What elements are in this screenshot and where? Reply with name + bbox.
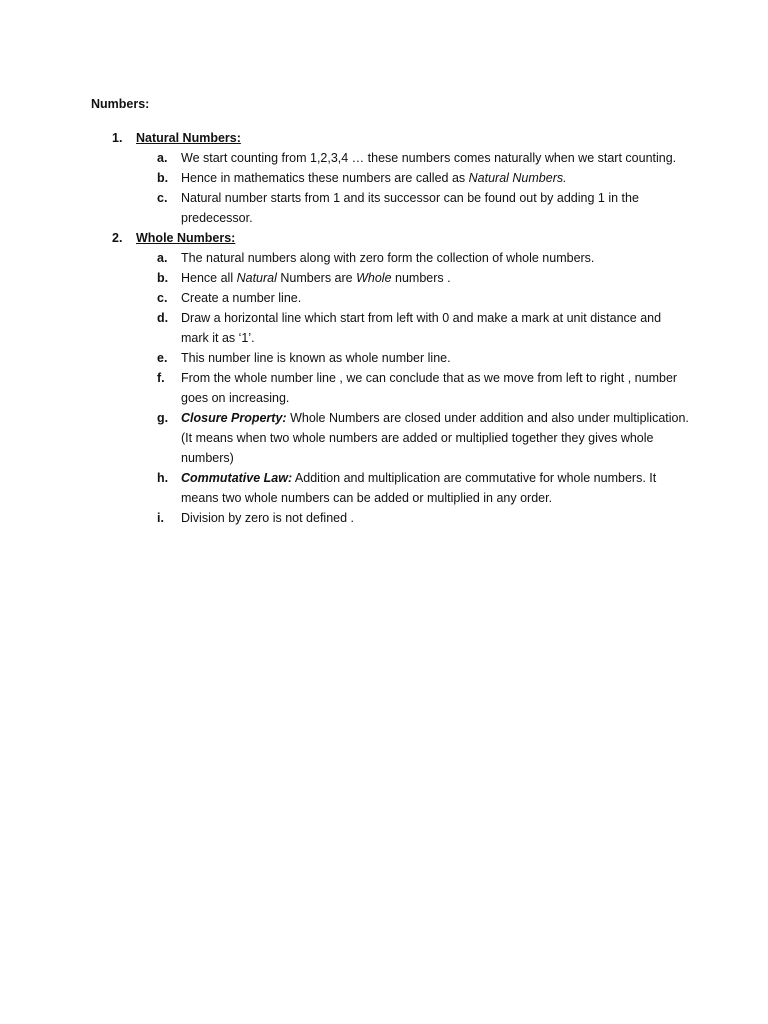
item-text bbox=[181, 348, 691, 368]
item-text bbox=[181, 188, 691, 228]
item-text-part: Natural number starts from 1 and its successor can be found out by adding 1 in the predecessor. bbox=[181, 191, 639, 225]
item-letter: i. bbox=[157, 511, 164, 525]
item-letter: a. bbox=[157, 151, 168, 165]
list-item bbox=[157, 508, 691, 528]
list-item bbox=[157, 168, 691, 188]
item-text bbox=[181, 468, 691, 508]
item-text-part: Hence in mathematics these numbers are called as bbox=[181, 171, 469, 185]
item-text-bold-italic: Closure Property: bbox=[181, 411, 287, 425]
item-letter: b. bbox=[157, 271, 169, 285]
section-title: Whole Numbers: bbox=[136, 231, 236, 245]
page-title: Numbers: bbox=[91, 97, 150, 111]
item-text bbox=[181, 268, 691, 288]
item-letter: f. bbox=[157, 371, 165, 385]
item-text-part: Numbers are bbox=[276, 271, 357, 285]
list-item bbox=[157, 188, 691, 228]
item-text-italic: Natural bbox=[236, 271, 277, 285]
item-text-part: Whole Numbers are closed under addition and also under multiplication. (It means when two whole numbers are added or multiplied together they gives whole numbers) bbox=[181, 411, 689, 465]
item-letter: e. bbox=[157, 351, 168, 365]
item-text-part: Addition and multiplication are commutative for whole numbers. It means two whole numbers can be added or multiplied in any order. bbox=[181, 471, 657, 505]
item-text bbox=[181, 248, 691, 268]
item-text-bold-italic: Commutative Law: bbox=[181, 471, 293, 485]
item-text bbox=[181, 368, 691, 408]
item-text-part: This number line is known as whole number line. bbox=[181, 351, 451, 365]
section-number: 1. bbox=[112, 131, 123, 145]
item-text-part: From the whole number line , we can conclude that as we move from left to right , number goes on increasing. bbox=[181, 371, 678, 405]
item-text-part: numbers . bbox=[391, 271, 451, 285]
item-text bbox=[181, 508, 691, 528]
list-item bbox=[157, 288, 691, 308]
item-text bbox=[181, 168, 691, 188]
item-text-part: Division by zero is not defined . bbox=[181, 511, 355, 525]
item-text bbox=[181, 288, 691, 308]
item-letter: c. bbox=[157, 191, 168, 205]
item-letter: d. bbox=[157, 311, 169, 325]
item-text bbox=[181, 148, 691, 168]
item-text-part: The natural numbers along with zero form the collection of whole numbers. bbox=[181, 251, 595, 265]
item-text-italic: Whole bbox=[356, 271, 392, 285]
section-title: Natural Numbers: bbox=[136, 131, 241, 145]
item-text-part: Draw a horizontal line which start from left with 0 and make a mark at unit distance and mark it as ‘1’. bbox=[181, 311, 662, 345]
item-text-italic: Natural Numbers. bbox=[468, 171, 567, 185]
section-whole-numbers bbox=[91, 228, 691, 528]
section-number: 2. bbox=[112, 231, 123, 245]
list-item bbox=[157, 348, 691, 368]
item-letter: h. bbox=[157, 471, 169, 485]
list-item bbox=[157, 408, 691, 468]
item-text-part: We start counting from 1,2,3,4 … these numbers comes naturally when we start counting. bbox=[181, 151, 677, 165]
list-item bbox=[157, 308, 691, 348]
list-item bbox=[157, 468, 691, 508]
section-natural-numbers bbox=[91, 128, 691, 228]
item-text bbox=[181, 408, 691, 468]
list-item bbox=[157, 268, 691, 288]
list-item bbox=[157, 148, 691, 168]
item-letter: g. bbox=[157, 411, 169, 425]
item-letter: c. bbox=[157, 291, 168, 305]
document-body bbox=[91, 94, 691, 528]
item-text-part: Create a number line. bbox=[181, 291, 302, 305]
item-letter: a. bbox=[157, 251, 168, 265]
list-item bbox=[157, 248, 691, 268]
list-item bbox=[157, 368, 691, 408]
item-text-part: Hence all bbox=[181, 271, 237, 285]
item-text bbox=[181, 308, 691, 348]
item-letter: b. bbox=[157, 171, 169, 185]
